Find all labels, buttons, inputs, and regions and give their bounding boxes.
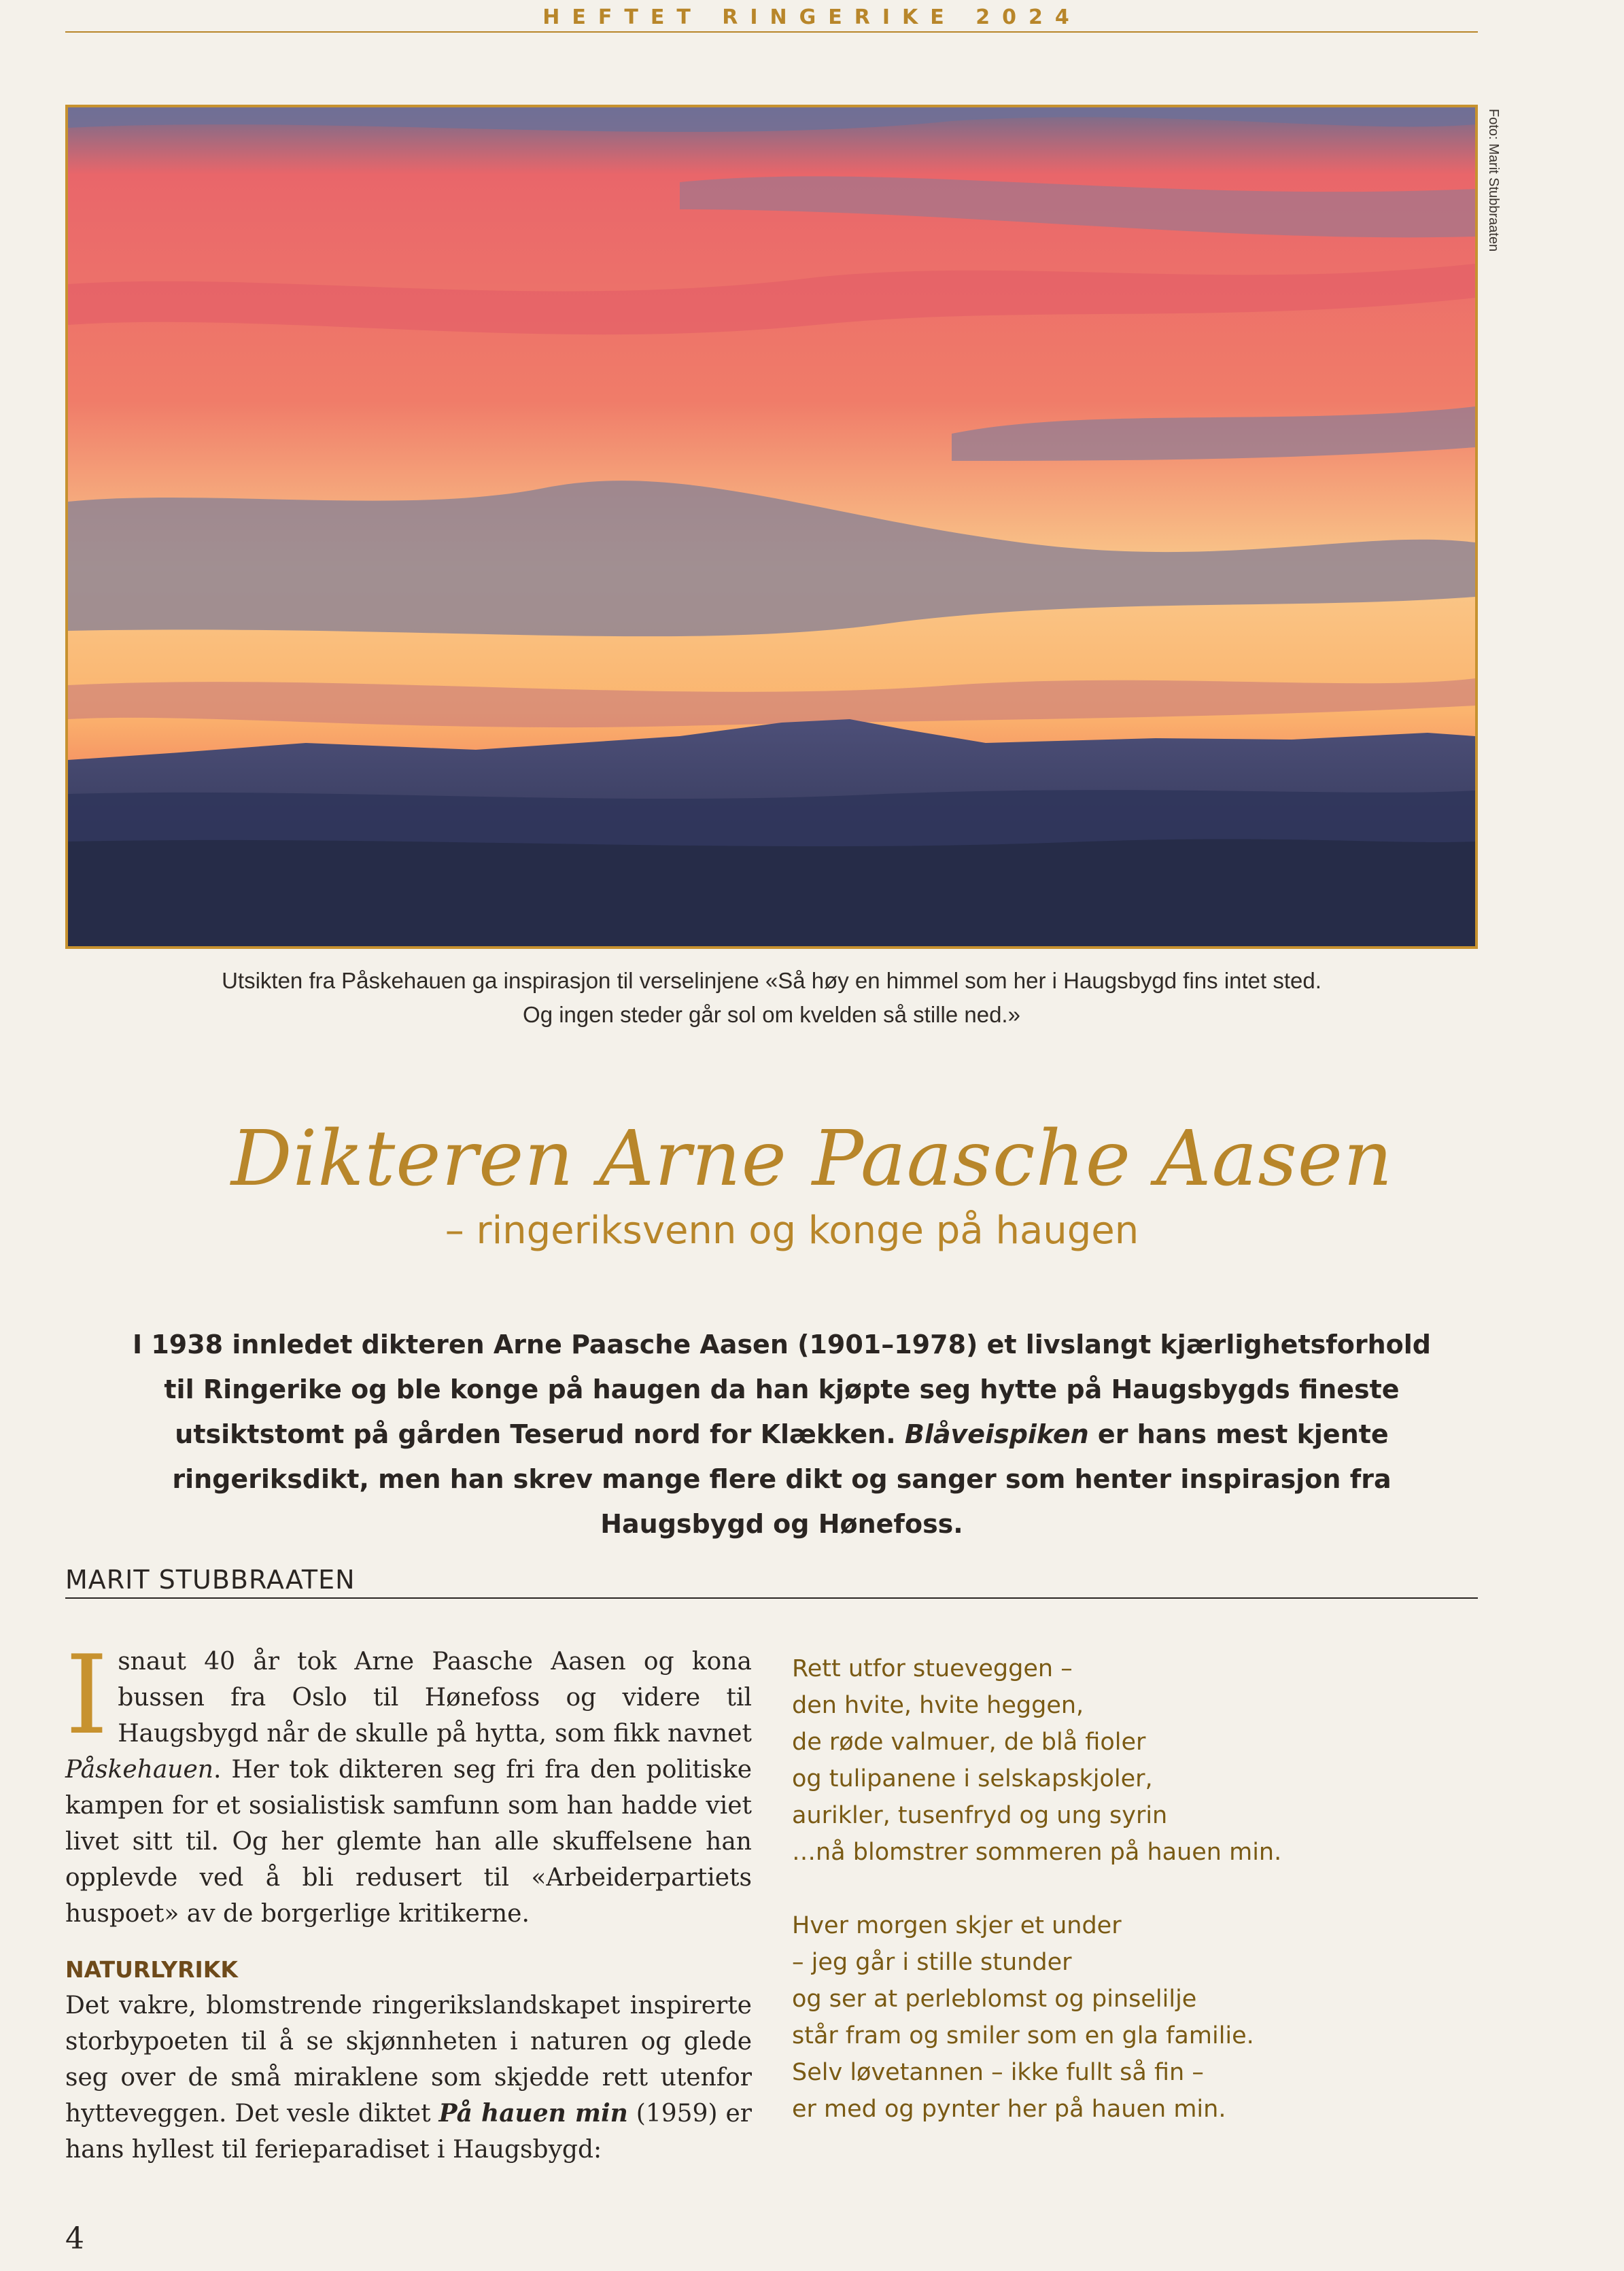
article-subtitle: – ringeriksvenn og konge på haugen xyxy=(445,1209,1139,1253)
poem-line: den hvite, hvite heggen, xyxy=(792,1692,1084,1719)
body-column xyxy=(65,1631,752,2168)
sunset-photo xyxy=(65,105,1478,949)
sunset-landscape-image xyxy=(68,107,1475,946)
article-title: Dikteren Arne Paasche Aasen xyxy=(230,1115,1394,1203)
poem-line: de røde valmuer, de blå fioler xyxy=(792,1729,1146,1756)
poem-line: står fram og smiler som en gla familie. xyxy=(792,2022,1254,2049)
poem-stanza-2 xyxy=(792,1907,1281,2128)
header-rule xyxy=(65,31,1478,33)
photo-credit: Foto: Marit Stubbraaten xyxy=(1486,109,1501,252)
body-text: (1959) er hans hyllest til ferieparadiset i Haugsbygd: xyxy=(65,2100,752,2164)
poem-stanza-1 xyxy=(792,1650,1281,1871)
poem-line: …nå blomstrer sommeren på hauen min. xyxy=(792,1839,1282,1866)
poem-line: aurikler, tusenfryd og ung syrin xyxy=(792,1802,1168,1829)
poem-line: – jeg går i stille stunder xyxy=(792,1949,1072,1976)
poem-line: er med og pynter her på hauen min. xyxy=(792,2096,1226,2123)
poem-line: Hver morgen skjer et under xyxy=(792,1912,1122,1939)
poem-line: og tulipanene i selskapskjoler, xyxy=(792,1765,1153,1792)
poem xyxy=(792,1650,1281,2164)
section-subhead: NATURLYRIKK xyxy=(65,1956,238,1983)
body-paragraph-2 xyxy=(65,1988,752,2168)
body-text: Det vakre, blomstrende ringerikslandskapet inspirerte storbypoeten til å se skjønnheten i naturen og glede seg over de små miraklene som skjedde rett utenfor hytteveggen. Det vesle diktet xyxy=(65,1992,752,2128)
lead-text: I 1938 innledet dikteren Arne Paasche Aasen (1901–1978) et livslangt kjærlighetsforhold til Ringerike og ble konge på haugen da han kjøpte seg hytte på Haugsbygds fineste utsiktstomt på gården Teserud nord for Klækken. xyxy=(132,1330,1432,1449)
running-title: HEFTET RINGERIKE 2024 xyxy=(542,5,1082,29)
drop-cap: I xyxy=(65,1631,109,1758)
byline: MARIT STUBBRAATEN xyxy=(65,1565,356,1595)
body-text: . Her tok dikteren seg fri fra den politiske kampen for et sosialistisk samfunn som han hadde viet livet sitt til. Og her glemte han alle skuffelsene han opplevde ved å bli redusert til «Arbeiderpartiets huspoet» av de borgerlige kritikerne. xyxy=(65,1756,752,1928)
poem-line: Rett utfor stueveggen – xyxy=(792,1655,1073,1682)
caption-line-2: Og ingen steder går sol om kvelden så stille ned.» xyxy=(523,1002,1020,1027)
cabin-name: Påskehauen xyxy=(65,1756,213,1784)
body-text: snaut 40 år tok Arne Paasche Aasen og kona bussen fra Oslo til Hønefoss og videre til Haugsbygd når de skulle på hytta, som fikk navnet xyxy=(118,1648,752,1748)
caption-line-1: Utsikten fra Påskehauen ga inspirasjon til verselinjene «Så høy en himmel som her i Haugsbygd fins intet sted. xyxy=(222,968,1321,993)
body-paragraph-1 xyxy=(65,1631,752,1932)
poem-line: og ser at perleblomst og pinselilje xyxy=(792,1986,1197,2013)
lead-text-end: er hans mest kjente ringeriksdikt, men han skrev mange flere dikt og sanger som henter inspirasjon fra Haugsbygd og Hønefoss. xyxy=(172,1419,1392,1539)
byline-rule xyxy=(65,1597,1478,1599)
page-number: 4 xyxy=(65,2221,84,2256)
photo-caption xyxy=(102,964,1441,1032)
lead-poem-title: Blåveispiken xyxy=(904,1419,1089,1449)
poem-title-inline: På hauen min xyxy=(438,2099,628,2128)
lead-paragraph xyxy=(122,1322,1441,1546)
poem-line: Selv løvetannen – ikke fullt så fin – xyxy=(792,2059,1204,2086)
